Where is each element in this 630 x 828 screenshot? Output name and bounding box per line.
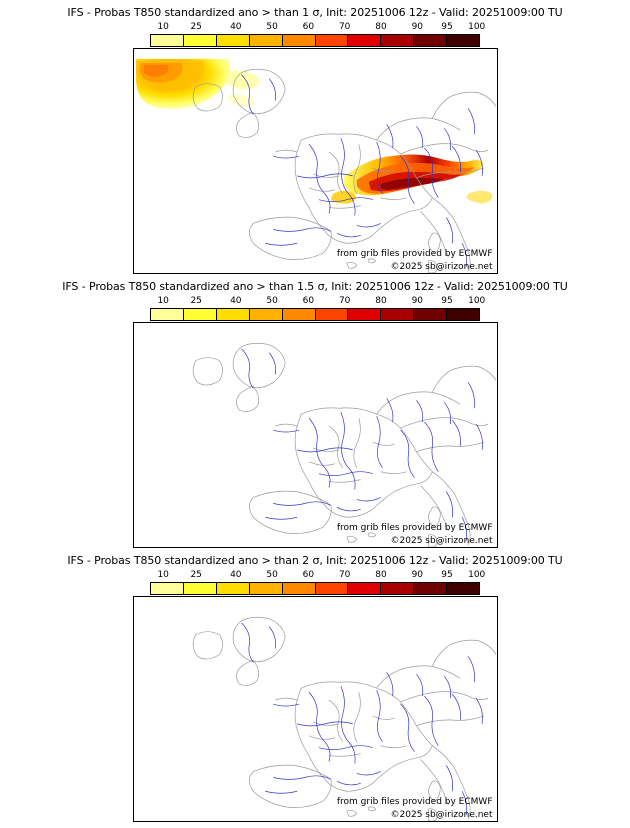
map-credit-author-3: ©2025 sb@irizone.net xyxy=(390,810,493,820)
forecast-panel-2 xyxy=(0,274,630,548)
colorbar-segment xyxy=(151,583,184,594)
colorbar-tick: 90 xyxy=(411,570,424,580)
colorbar-tick: 25 xyxy=(190,22,202,32)
colorbar-tick: 100 xyxy=(468,22,486,32)
forecast-panel-1 xyxy=(0,0,630,274)
colorbar-ticks-3 xyxy=(150,570,486,582)
colorbar-segment xyxy=(447,35,479,46)
map-credit-source-2: from grib files provided by ECMWF xyxy=(336,523,493,533)
colorbar-segment xyxy=(250,583,283,594)
colorbar-tick: 10 xyxy=(157,570,169,580)
colorbar-segment xyxy=(184,35,217,46)
colorbar-tick: 95 xyxy=(441,22,453,32)
colorbar-tick: 40 xyxy=(230,570,242,580)
colorbar-wrapper-1 xyxy=(0,22,630,48)
colorbar-tick: 50 xyxy=(266,296,278,306)
colorbar-segment xyxy=(348,35,381,46)
colorbar-gradient-1 xyxy=(150,34,480,47)
map-credit-author-2: ©2025 sb@irizone.net xyxy=(390,536,493,546)
colorbar-segment xyxy=(348,309,381,320)
colorbar-1 xyxy=(150,22,486,48)
colorbar-segment xyxy=(283,309,316,320)
colorbar-segment xyxy=(316,35,349,46)
colorbar-tick: 60 xyxy=(302,570,315,580)
colorbar-segment xyxy=(283,35,316,46)
colorbar-tick: 50 xyxy=(266,22,278,32)
colorbar-wrapper-2 xyxy=(0,296,630,322)
colorbar-segment xyxy=(381,309,414,320)
river-layer xyxy=(241,623,482,815)
colorbar-segment xyxy=(283,583,316,594)
colorbar-gradient-2 xyxy=(150,308,480,321)
colorbar-tick: 100 xyxy=(468,570,486,580)
colorbar-tick: 60 xyxy=(302,296,315,306)
coastline-layer xyxy=(193,617,496,821)
map-canvas-2[interactable] xyxy=(133,322,498,548)
colorbar-segment xyxy=(217,583,250,594)
map-credit-source-1: from grib files provided by ECMWF xyxy=(336,249,493,259)
panel-title-2: IFS - Probas T850 standardized ano > than 1.5 σ, Init: 20251006 12z - Valid: 20251009:00 TU xyxy=(62,280,568,293)
colorbar-segment xyxy=(316,309,349,320)
colorbar-tick: 95 xyxy=(441,296,453,306)
map-canvas-3[interactable] xyxy=(133,596,498,822)
colorbar-segment xyxy=(447,583,479,594)
colorbar-segment xyxy=(381,583,414,594)
colorbar-segment xyxy=(414,309,447,320)
colorbar-3 xyxy=(150,570,486,596)
colorbar-segment xyxy=(414,35,447,46)
colorbar-tick: 10 xyxy=(157,296,169,306)
colorbar-tick: 60 xyxy=(302,22,315,32)
probability-shading xyxy=(135,59,491,273)
colorbar-tick: 10 xyxy=(157,22,169,32)
colorbar-ticks-1 xyxy=(150,22,486,34)
colorbar-ticks-2 xyxy=(150,296,486,308)
colorbar-segment xyxy=(151,35,184,46)
forecast-panel-3 xyxy=(0,548,630,822)
colorbar-tick: 40 xyxy=(230,296,242,306)
colorbar-tick: 80 xyxy=(375,570,387,580)
colorbar-tick: 25 xyxy=(190,570,202,580)
colorbar-tick: 70 xyxy=(338,570,351,580)
river-layer xyxy=(241,349,482,541)
colorbar-tick: 50 xyxy=(266,570,278,580)
colorbar-segment xyxy=(184,309,217,320)
map-wrapper-2 xyxy=(0,322,630,548)
map-credit-author-1: ©2025 sb@irizone.net xyxy=(390,262,493,272)
colorbar-tick: 70 xyxy=(338,22,351,32)
colorbar-segment xyxy=(217,309,250,320)
colorbar-segment xyxy=(381,35,414,46)
colorbar-tick: 80 xyxy=(375,22,387,32)
colorbar-segment xyxy=(447,309,479,320)
colorbar-segment xyxy=(250,35,283,46)
colorbar-segment xyxy=(348,583,381,594)
colorbar-tick: 90 xyxy=(411,296,424,306)
colorbar-tick: 90 xyxy=(411,22,424,32)
colorbar-segment xyxy=(184,583,217,594)
colorbar-segment xyxy=(217,35,250,46)
colorbar-tick: 80 xyxy=(375,296,387,306)
colorbar-segment xyxy=(151,309,184,320)
colorbar-wrapper-3 xyxy=(0,570,630,596)
colorbar-tick: 40 xyxy=(230,22,242,32)
colorbar-segment xyxy=(414,583,447,594)
panel-title-1: IFS - Probas T850 standardized ano > than 1 σ, Init: 20251006 12z - Valid: 20251009:00 TU xyxy=(67,6,563,19)
colorbar-2 xyxy=(150,296,486,322)
map-canvas-1[interactable] xyxy=(133,48,498,274)
map-wrapper-1 xyxy=(0,48,630,274)
colorbar-segment xyxy=(250,309,283,320)
colorbar-tick: 95 xyxy=(441,570,453,580)
colorbar-segment xyxy=(316,583,349,594)
colorbar-tick: 100 xyxy=(468,296,486,306)
colorbar-tick: 70 xyxy=(338,296,351,306)
colorbar-tick: 25 xyxy=(190,296,202,306)
colorbar-gradient-3 xyxy=(150,582,480,595)
panel-title-3: IFS - Probas T850 standardized ano > than 2 σ, Init: 20251006 12z - Valid: 20251009:00 TU xyxy=(67,554,563,567)
map-credit-source-3: from grib files provided by ECMWF xyxy=(336,797,493,807)
coastline-layer xyxy=(193,343,496,547)
map-wrapper-3 xyxy=(0,596,630,822)
